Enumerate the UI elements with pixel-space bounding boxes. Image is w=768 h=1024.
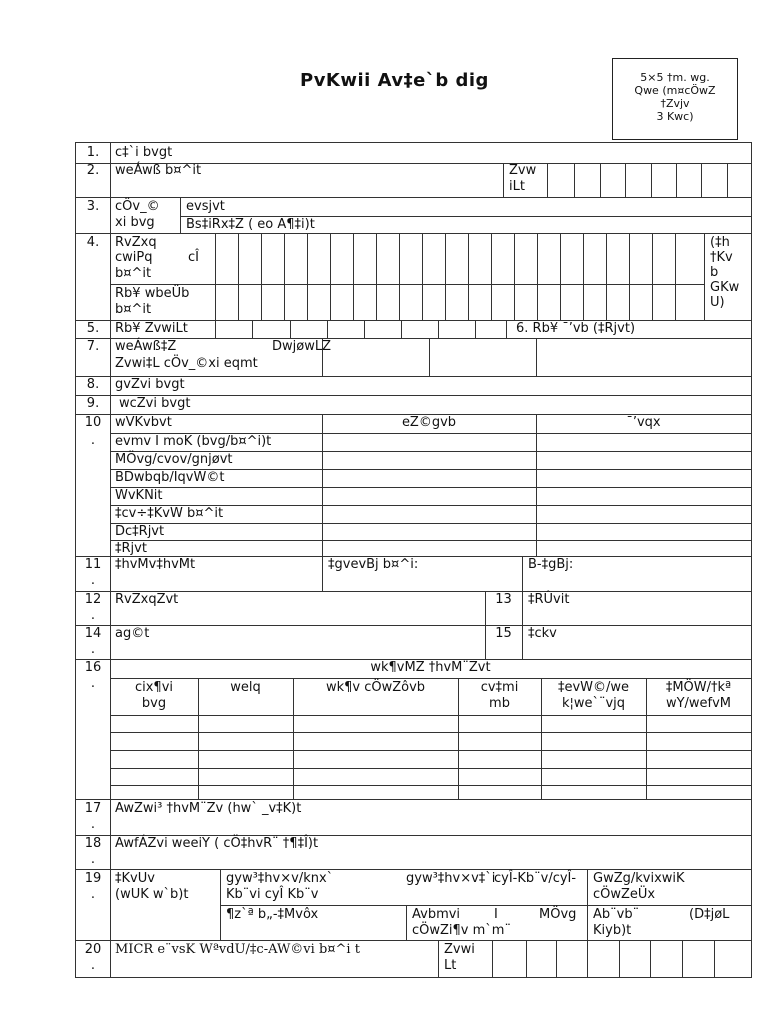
row-number: . <box>90 817 96 832</box>
post-name-label: c‡`i bvgt <box>115 145 173 160</box>
row-number: 12 <box>84 592 102 607</box>
date-box-divider <box>650 940 651 977</box>
name-english-label: Bs‡iRx‡Z ( eo A¶‡i)t <box>186 217 315 232</box>
edu-col-header: bvg <box>141 696 167 711</box>
row-divider <box>110 487 751 488</box>
quota-freedom-fighter: Kb¨vi cyÎ Kb¨v <box>226 887 319 902</box>
id-box-divider <box>652 233 653 320</box>
address-item-label: ‡cv÷‡KvW b¤^it <box>115 506 224 521</box>
notice-date-label: iLt <box>509 179 525 194</box>
row-divider <box>76 799 751 800</box>
date-box-divider <box>506 320 507 338</box>
age-label: DwjøwLZ <box>272 339 331 354</box>
row-divider <box>110 715 751 716</box>
row-divider <box>220 905 751 906</box>
id-box-divider <box>353 233 354 320</box>
row-number: 16 <box>84 660 102 675</box>
any-one-note: b <box>710 265 719 280</box>
row-divider <box>76 625 751 626</box>
row-number: . <box>90 642 96 657</box>
additional-qualification-label: AwZwi³ †hvM¨Zv (hw` _v‡K)t <box>115 801 302 816</box>
row-number: . <box>90 852 96 867</box>
row-number: 8. <box>86 377 100 392</box>
id-box-divider <box>675 233 676 320</box>
column-divider <box>503 163 504 197</box>
row-number: 11 <box>84 557 102 572</box>
row-number: 5. <box>86 321 100 336</box>
edu-col-header: ‡evW©/we <box>557 680 630 695</box>
occupation-label: ‡ckv <box>528 626 557 641</box>
edu-col-header: cv‡mi <box>480 680 519 695</box>
application-form <box>75 142 752 978</box>
column-divider <box>322 556 323 591</box>
id-box-divider <box>537 233 538 320</box>
date-box-divider <box>401 320 402 338</box>
id-box-divider <box>704 233 705 320</box>
date-box-divider <box>215 320 216 338</box>
row-number: 19 <box>84 871 102 886</box>
column-divider <box>536 414 537 556</box>
row-divider <box>110 523 751 524</box>
father-name-label: wcZvi bvgt <box>119 396 191 411</box>
quota-ff-children: cyÎ-Kb¨v/cyÎ- <box>494 871 577 886</box>
date-box-divider <box>492 940 493 977</box>
photo-box-line: Qwe (m¤cÖwZ <box>634 84 716 97</box>
date-box-divider <box>526 940 527 977</box>
id-box-divider <box>399 233 400 320</box>
column-divider <box>701 163 702 197</box>
birth-reg-label: b¤^it <box>115 302 152 317</box>
row-divider <box>110 785 751 786</box>
nationality-label: RvZxqZvt <box>115 592 179 607</box>
column-divider <box>522 556 523 591</box>
nid-label: cÎ <box>188 250 199 265</box>
mother-name-label: gvZvi bvgt <box>115 377 185 392</box>
column-divider <box>198 678 199 799</box>
row-number: . <box>90 608 96 623</box>
quota-others: Ab¨vb¨ <box>593 907 640 922</box>
column-divider <box>600 163 601 197</box>
date-box-divider <box>475 320 476 338</box>
row-divider <box>110 750 751 751</box>
row-number: . <box>90 887 96 902</box>
date-box-divider <box>252 320 253 338</box>
quota-label: (wUK w`b)t <box>115 887 189 902</box>
column-divider <box>110 143 111 977</box>
quota-orphan-disabled: cÖwZeÜx <box>593 887 656 902</box>
quota-ethnic-minority: ¶z`ª b„-‡Mvôx <box>226 907 319 922</box>
photo-box-line: †Zvjv <box>660 97 690 110</box>
column-divider <box>220 869 221 940</box>
row-number: 14 <box>84 626 102 641</box>
edu-col-header: k¦we`¨vjq <box>561 696 626 711</box>
column-divider <box>625 163 626 197</box>
row-number: . <box>90 958 96 973</box>
row-divider <box>110 284 704 285</box>
id-box-divider <box>445 233 446 320</box>
row-number: 20 <box>84 942 102 957</box>
column-divider <box>322 414 323 556</box>
id-box-divider <box>629 233 630 320</box>
nid-label: cwiPq <box>115 250 153 265</box>
date-box-divider <box>682 940 683 977</box>
nid-label: b¤^it <box>115 266 152 281</box>
date-box-divider <box>364 320 365 338</box>
edu-col-header: wk¶v cÖwZôvb <box>325 680 426 695</box>
row-number: 17 <box>84 801 102 816</box>
gender-label: ‡RÛvit <box>528 592 570 607</box>
edu-col-header: mb <box>489 696 510 711</box>
experience-label: AwfÁZvi weeiY ( cÖ‡hvR¨ †¶‡Î)t <box>115 836 319 851</box>
date-box-divider <box>438 940 439 977</box>
row-number: 7. <box>86 339 100 354</box>
id-box-divider <box>376 233 377 320</box>
any-one-note: †Kv <box>710 250 733 265</box>
column-divider <box>574 163 575 197</box>
birth-place-label: 6. Rb¥ ¯’vb (‡Rjvt) <box>516 321 636 336</box>
id-box-divider <box>606 233 607 320</box>
row-divider <box>76 338 751 339</box>
id-box-divider <box>284 233 285 320</box>
bank-draft-label: MICR e¨vsK WªvdU/‡c-AW©vi b¤^i t <box>115 942 360 957</box>
religion-label: ag©t <box>115 626 150 641</box>
column-divider <box>293 678 294 799</box>
quota-freedom-fighter: gyw³‡hv×v/knx` <box>226 871 334 886</box>
column-divider <box>651 163 652 197</box>
contact-label: ‡hvMv‡hvMt <box>115 557 196 572</box>
notice-number-label: weÁwß b¤^it <box>115 163 202 178</box>
quota-ansar-vdp: cÖwZi¶v m`m¨ <box>412 923 511 938</box>
address-item-label: evmv I moK (bvg/b¤^i)t <box>115 434 272 449</box>
present-address-header: eZ©gvb <box>401 415 457 430</box>
date-box-divider <box>587 940 588 977</box>
row-divider <box>110 540 751 541</box>
row-number: 10 <box>84 415 102 430</box>
row-number: . <box>90 676 96 691</box>
address-item-label: Dc‡Rjvt <box>115 524 165 539</box>
date-box-divider <box>290 320 291 338</box>
column-divider <box>429 338 430 376</box>
column-divider <box>406 905 407 940</box>
column-divider <box>547 163 548 197</box>
applicant-name-label: cÖv_© <box>115 199 160 214</box>
notice-date-label: Zvw <box>509 163 537 178</box>
row-divider <box>110 768 751 769</box>
edu-col-header: cix¶vi <box>134 680 174 695</box>
row-number: 1. <box>86 145 100 160</box>
row-divider <box>110 678 751 679</box>
birth-reg-label: Rb¥ wbeÜb <box>115 286 190 301</box>
date-box-divider <box>327 320 328 338</box>
row-number: 9. <box>86 396 100 411</box>
draft-date-label: Lt <box>444 958 457 973</box>
address-label: wVKvbvt <box>115 415 172 430</box>
draft-date-label: Zvwi <box>444 942 475 957</box>
column-divider <box>536 338 537 376</box>
id-box-divider <box>215 233 216 320</box>
row-divider <box>110 732 751 733</box>
quota-others: Kiyb)t <box>593 923 632 938</box>
age-label: Zvwi‡L cÖv_©xi eqmt <box>115 356 258 371</box>
column-divider <box>522 591 523 659</box>
email-label: B-‡gBj: <box>528 557 574 572</box>
id-box-divider <box>261 233 262 320</box>
row-number: . <box>90 433 96 448</box>
quota-ff-children: gyw³‡hv×v‡`i <box>406 871 496 886</box>
any-one-note: U) <box>710 295 725 310</box>
id-box-divider <box>468 233 469 320</box>
edu-col-header: wY/wefvM <box>665 696 732 711</box>
form-title: PvKwii Av‡e`b dig <box>300 70 489 91</box>
quota-orphan-disabled: GwZg/kvixwiK <box>593 871 685 886</box>
name-bangla-label: evsjvt <box>186 199 225 214</box>
row-divider <box>76 869 751 870</box>
address-item-label: BDwbqb/IqvW©t <box>115 470 225 485</box>
quota-ansar-vdp: MÖvg <box>539 907 577 922</box>
column-divider <box>180 197 181 233</box>
row-divider <box>76 233 751 234</box>
applicant-name-label: xi bvg <box>115 215 155 230</box>
quota-others: (D‡jøL <box>689 907 730 922</box>
column-divider <box>676 163 677 197</box>
date-box-divider <box>714 940 715 977</box>
date-box-divider <box>556 940 557 977</box>
row-number: 18 <box>84 836 102 851</box>
id-box-divider <box>514 233 515 320</box>
row-number: 3. <box>86 199 100 214</box>
nid-label: RvZxq <box>115 235 157 250</box>
id-box-divider <box>330 233 331 320</box>
id-box-divider <box>560 233 561 320</box>
quota-ansar-vdp: Avbmvi <box>412 907 461 922</box>
id-box-divider <box>238 233 239 320</box>
row-number: 15 <box>495 626 512 641</box>
column-divider <box>727 163 728 197</box>
any-one-note: GKw <box>710 280 740 295</box>
row-number: 13 <box>495 592 512 607</box>
id-box-divider <box>583 233 584 320</box>
mobile-label: ‡gvevBj b¤^i: <box>328 557 419 572</box>
quota-label: ‡KvUv <box>115 871 155 886</box>
photo-box-line: 5×5 †m. wg. <box>640 71 710 84</box>
edu-col-header: welq <box>230 680 261 695</box>
birth-date-label: Rb¥ ZvwiLt <box>115 321 188 336</box>
row-number: 2. <box>86 163 100 178</box>
row-divider <box>76 197 751 198</box>
id-box-divider <box>422 233 423 320</box>
quota-ansar-vdp: I <box>494 907 498 922</box>
photo-box-line: 3 Kwc) <box>656 110 694 123</box>
address-item-label: ‡Rjvt <box>115 541 147 556</box>
photo-box <box>612 58 738 140</box>
date-box-divider <box>438 320 439 338</box>
date-box-divider <box>619 940 620 977</box>
any-one-note: (‡h <box>710 235 730 250</box>
address-item-label: MÖvg/cvov/gnjøvt <box>115 452 233 467</box>
row-number: . <box>90 573 96 588</box>
age-label: weÁwß‡Z <box>115 339 177 354</box>
permanent-address-header: ¯’vqx <box>626 415 661 430</box>
edu-col-header: ‡MÖW/†kª <box>665 680 732 695</box>
address-item-label: WvKNit <box>115 488 163 503</box>
row-number: 4. <box>86 235 100 250</box>
id-box-divider <box>491 233 492 320</box>
column-divider <box>587 869 588 940</box>
id-box-divider <box>307 233 308 320</box>
education-title: wk¶vMZ †hvM¨Zvt <box>370 660 491 675</box>
